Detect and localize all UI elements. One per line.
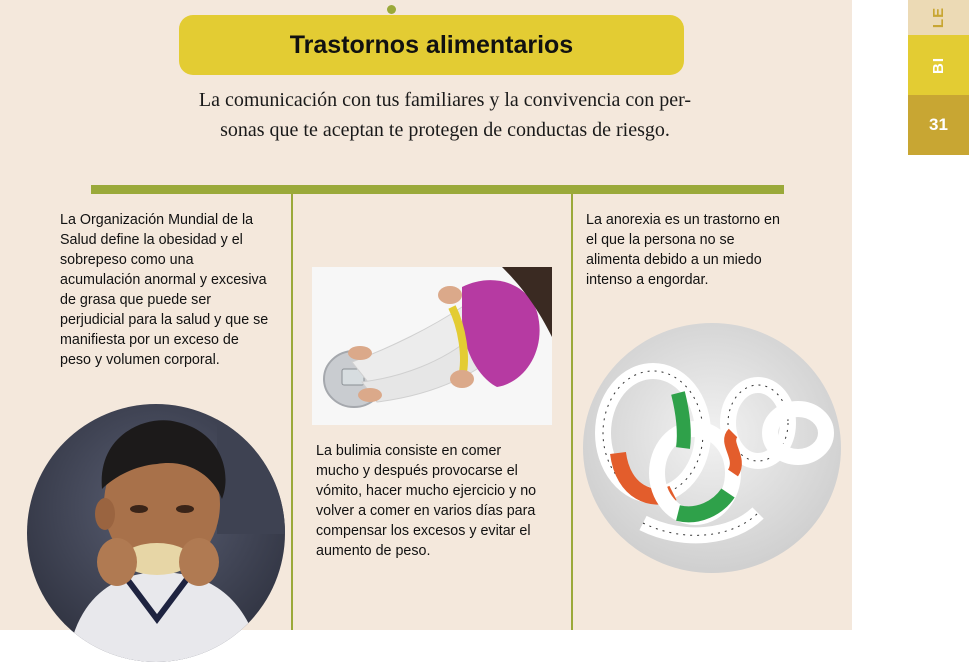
intro-line-2: sonas que te aceptan te protegen de conductas de riesgo. xyxy=(220,119,670,141)
column-divider-1 xyxy=(291,194,293,630)
obesity-text: La Organización Mundial de la Salud define la obesidad y el sobrepeso como una acumulación anormal y excesiva de grasa que puede ser perjudicial para la salud y que se manifiesta por un exceso de peso y volumen corporal. xyxy=(60,212,269,368)
boy-eating-photo xyxy=(27,404,285,662)
measuring-tape-photo xyxy=(583,323,841,573)
anorexia-text: La anorexia es un trastorno en el que la persona no se alimenta debido a un miedo intenso a engordar. xyxy=(586,212,780,288)
intro-text xyxy=(170,85,720,145)
intro-line-1: La comunicación con tus familiares y la convivencia con per- xyxy=(198,89,692,111)
tab-bi[interactable] xyxy=(908,35,969,95)
page-title: Trastornos alimentarios xyxy=(289,30,574,59)
tab-bi-label: BI xyxy=(930,56,947,74)
tab-le[interactable] xyxy=(908,0,969,35)
column-divider-2 xyxy=(571,194,573,630)
decorative-dot xyxy=(387,5,396,14)
bulimia-text: La bulimia consiste en comer mucho y después provocarse el vómito, hacer mucho ejercicio y no volver a comer en varios días para compensar los excesos y evitar el aumento de peso. xyxy=(316,443,537,559)
page-number-tab xyxy=(908,95,969,155)
section-divider xyxy=(91,185,784,194)
tab-le-label: LE xyxy=(929,6,947,29)
person-on-scale-photo xyxy=(312,267,552,425)
page-number: 31 xyxy=(929,115,948,134)
title-banner xyxy=(179,15,684,75)
